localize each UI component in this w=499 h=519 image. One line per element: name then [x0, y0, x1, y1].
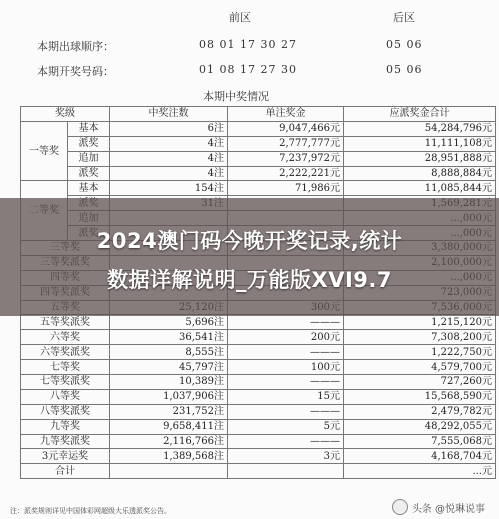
sum-total: ...元	[344, 464, 496, 479]
winning-numbers-back: 05 06	[386, 63, 423, 76]
count-cell: 4注	[110, 166, 228, 181]
draw-order-back: 05 06	[386, 38, 423, 51]
unit-cell: ———	[228, 404, 344, 419]
prize-level: 九等奖派奖	[21, 434, 110, 449]
total-cell: 2,479,782元	[344, 404, 496, 419]
prize-level: 七等奖	[21, 360, 110, 375]
unit-cell: 5元	[228, 419, 344, 434]
count-cell: 6注	[110, 121, 228, 136]
table-row	[21, 389, 496, 404]
table-header-row	[21, 107, 496, 122]
table-row	[21, 181, 496, 196]
total-cell: 7,308,200元	[344, 330, 496, 345]
sub-level: 派奖	[68, 166, 110, 181]
sum-unit	[228, 464, 344, 479]
table-row	[21, 419, 496, 434]
col-header-count: 中奖注数	[110, 107, 228, 122]
unit-cell: 71,986元	[228, 181, 344, 196]
prize-level: 八等奖派奖	[21, 404, 110, 419]
col-header-total: 应派奖金合计	[344, 107, 496, 122]
unit-cell: ———	[228, 315, 344, 330]
sum-label: 合计	[21, 464, 110, 479]
overlay-title-line-1: 2024澳门码今晚开奖记录,统计	[96, 229, 403, 253]
total-cell: 4,579,700元	[344, 360, 496, 375]
table-row	[21, 404, 496, 419]
sub-level: 派奖	[68, 136, 110, 151]
table-row	[21, 121, 496, 136]
unit-cell: ———	[228, 434, 344, 449]
total-cell: 7,555,068元	[344, 434, 496, 449]
back-zone-header: 后区	[393, 11, 415, 24]
sub-level: 基本	[68, 121, 110, 136]
table-row	[21, 315, 496, 330]
watermark	[392, 499, 485, 515]
sum-row	[21, 464, 496, 479]
col-header-level: 奖级	[21, 107, 110, 122]
count-cell: 8,555注	[110, 345, 228, 360]
prize-level: 九等奖	[21, 419, 110, 434]
unit-cell: 3元	[228, 449, 344, 464]
winning-numbers-front: 01 08 17 27 30	[199, 63, 297, 76]
first-prize-group: 一等奖	[21, 121, 68, 181]
count-cell: 36,541注	[110, 330, 228, 345]
table-row	[21, 166, 496, 181]
front-zone-header: 前区	[229, 11, 251, 24]
unit-cell: ———	[228, 375, 344, 390]
unit-cell: 15元	[228, 389, 344, 404]
count-cell: 231,752注	[110, 404, 228, 419]
table-row	[21, 136, 496, 151]
count-cell: 4注	[110, 136, 228, 151]
total-cell: 8,888,884元	[344, 166, 496, 181]
sum-count	[110, 464, 228, 479]
unit-cell: ———	[228, 345, 344, 360]
count-cell: 2,116,766注	[110, 434, 228, 449]
draw-order-label: 本期出球顺序：	[37, 40, 114, 53]
table-row	[21, 434, 496, 449]
section-title: 本期中奖情况	[203, 90, 269, 103]
count-cell: 4注	[110, 151, 228, 166]
total-cell: 28,951,888元	[344, 151, 496, 166]
total-cell: 4,168,704元	[344, 449, 496, 464]
col-header-unit: 单注奖金	[228, 107, 344, 122]
title-overlay-band	[0, 198, 499, 316]
unit-cell: 100元	[228, 360, 344, 375]
table-row	[21, 449, 496, 464]
table-row	[21, 330, 496, 345]
count-cell: 154注	[110, 181, 228, 196]
table-row	[21, 345, 496, 360]
table-row	[21, 360, 496, 375]
watermark-text: 头条 @悦琳说事	[411, 503, 485, 515]
unit-cell: 7,237,972元	[228, 151, 344, 166]
prize-level: 六等奖	[21, 330, 110, 345]
count-cell: 1,389,568注	[110, 449, 228, 464]
count-cell: 1,037,906注	[110, 389, 228, 404]
total-cell: 11,085,844元	[344, 181, 496, 196]
footnote: 注：派奖规则详见中国体彩网超级大乐透派奖公告。	[10, 507, 171, 515]
unit-cell: 2,222,221元	[228, 166, 344, 181]
total-cell: 727,260元	[344, 375, 496, 390]
unit-cell: 2,777,777元	[228, 136, 344, 151]
sub-level: 追加	[68, 151, 110, 166]
total-cell: 54,284,796元	[344, 121, 496, 136]
prize-level: 3元幸运奖	[21, 449, 110, 464]
prize-level: 八等奖	[21, 389, 110, 404]
prize-level: 五等奖派奖	[21, 315, 110, 330]
sub-level: 基本	[68, 181, 110, 196]
count-cell: 9,658,411注	[110, 419, 228, 434]
winning-numbers-label: 本期开奖号码：	[37, 65, 114, 78]
total-cell: 48,292,055元	[344, 419, 496, 434]
toutiao-logo-icon	[392, 499, 408, 515]
count-cell: 10,389注	[110, 375, 228, 390]
prize-level: 六等奖派奖	[21, 345, 110, 360]
total-cell: 15,568,590元	[344, 389, 496, 404]
prize-level: 七等奖派奖	[21, 375, 110, 390]
count-cell: 5,696注	[110, 315, 228, 330]
overlay-title-line-2: 数据详解说明_万能版XVI9.7	[107, 268, 392, 292]
unit-cell: 200元	[228, 330, 344, 345]
table-row	[21, 375, 496, 390]
total-cell: 1,215,120元	[344, 315, 496, 330]
total-cell: 11,111,108元	[344, 136, 496, 151]
count-cell: 45,797注	[110, 360, 228, 375]
table-row	[21, 151, 496, 166]
total-cell: 1,222,750元	[344, 345, 496, 360]
draw-order-front: 08 01 17 30 27	[199, 38, 297, 51]
unit-cell: 9,047,466元	[228, 121, 344, 136]
